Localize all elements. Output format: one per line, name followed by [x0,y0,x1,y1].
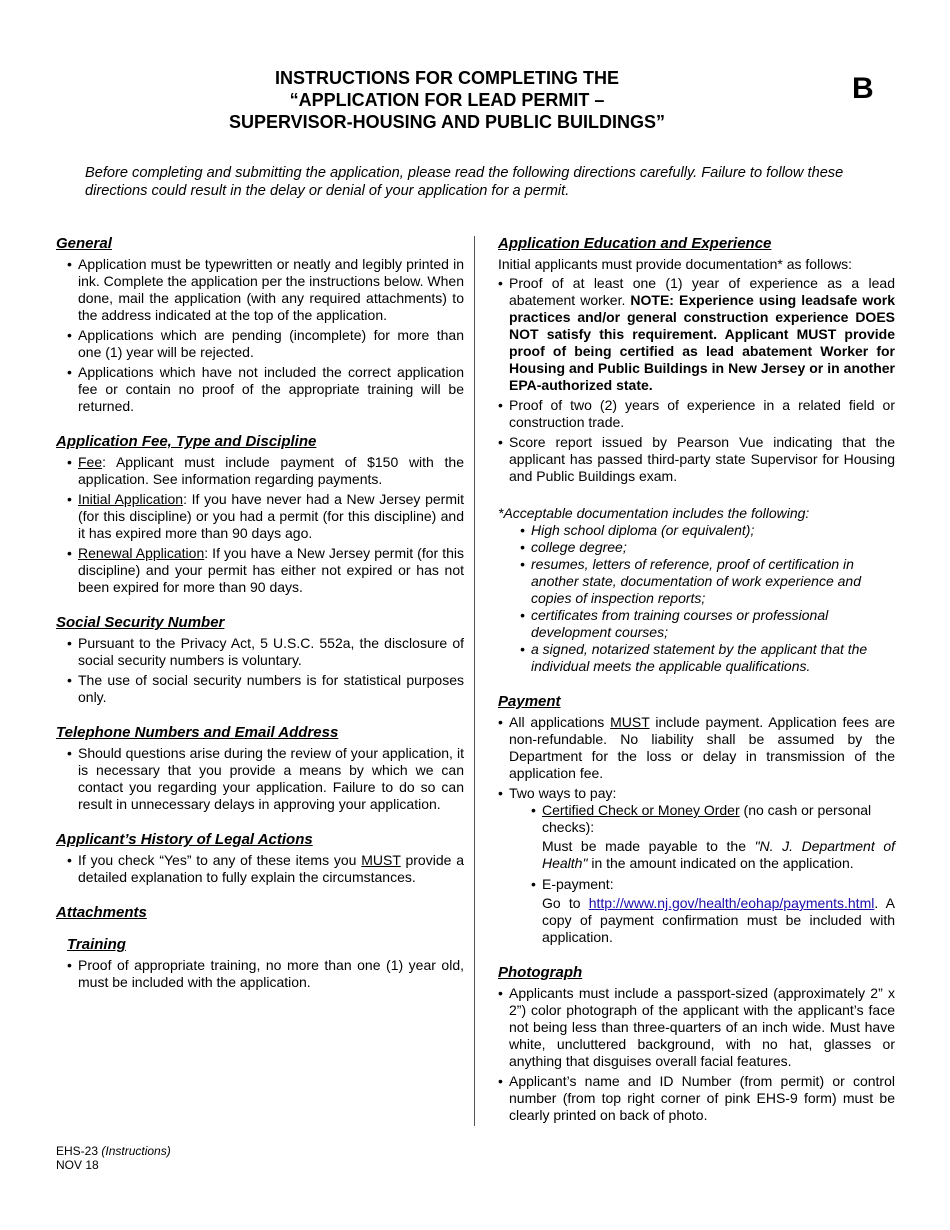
payments-link[interactable]: http://www.nj.gov/health/eohap/payments.html [588,895,875,911]
section-heading: Photograph [498,964,583,981]
term-text: : If you have a New Jersey permit (for this discipline) and your permit has either not expired or has not been expired for more than 90 days. [78,545,464,595]
emphasis: MUST [361,852,401,868]
right-column [498,235,895,1142]
bullet-list [56,957,464,991]
bullet-list [498,714,895,946]
note-text: . A copy of payment confirmation must be included with application. [542,895,895,945]
section-heading: General [56,235,112,252]
payee-name: "N. J. Department of Health" [542,838,895,871]
intro-text: Before completing and submitting the application, please read the following directions carefully. Failure to follow these directions could result in the delay or denial of your application for a permit. [85,165,844,199]
list-item: • college degree; [520,539,895,556]
note-text: Go to [542,895,589,911]
section-photograph [498,964,895,1124]
title-line: INSTRUCTIONS FOR COMPLETING THE [275,68,619,88]
docs-heading: *Acceptable documentation includes the following: [498,505,810,521]
payment-methods [531,802,895,946]
term-text: : Applicant must include payment of $150 with the application. See information regarding payments. [78,454,464,487]
list-item: • resumes, letters of reference, proof of certification in another state, documentation of work experience and copies of inspection reports; [520,556,895,607]
bullet-list [498,275,895,485]
item-text: include payment. Application fees are non-refundable. No liability shall be assumed by the Department for the loss or delay in transmission of the application fee. [509,714,896,781]
section-fee [56,433,464,596]
check-note [542,838,895,872]
list-item: • Applicant’s name and ID Number (from permit) or control number (from top right corner of pink EHS-9 form) must be clearly printed on back of photo. [498,1073,895,1124]
section-heading: Payment [498,693,561,710]
term: Certified Check or Money Order [542,802,740,818]
section-heading: Application Fee, Type and Discipline [56,433,317,450]
list-item: • Applications which have not included the correct application fee or contain no proof of the appropriate training will be returned. [56,364,464,415]
bullet-list [56,454,464,596]
list-item [56,491,464,542]
list-item: • Application must be typewritten or neatly and legibly printed in ink. Complete the application per the instructions below. When done, mail the application (with any required attachments) to the address indicated at the top of the application. [56,256,464,324]
list-item [531,802,895,836]
list-item [498,714,895,782]
list-item: • Score report issued by Pearson Vue indicating that the applicant has passed third-party state Supervisor for Housing and Public Buildings exam. [498,434,895,485]
section-heading: Social Security Number [56,614,225,631]
lead-in-text: Initial applicants must provide documentation* as follows: [498,256,853,272]
column-divider [474,236,475,1126]
item-text: Two ways to pay: [509,785,617,801]
note-bold: NOTE: Experience using leadsafe work practices and/or general construction experience DOES NOT satisfy this requirement. Applicant MUST provide proof of being certified as lead abatement Worker for Housing and Public Buildings in New Jersey or in another EPA-authorized state. [509,292,895,393]
section-education [498,235,895,675]
docs-list [520,522,895,675]
section-payment [498,693,895,946]
note-text: Must be made payable to the [542,838,755,854]
list-item: • Pursuant to the Privacy Act, 5 U.S.C. 552a, the disclosure of social security numbers is voluntary. [56,635,464,669]
bullet-list [498,985,895,1124]
title-line: “APPLICATION FOR LEAD PERMIT – [289,90,605,110]
section-attachments [56,904,464,922]
list-item: • Applications which are pending (incomplete) for more than one (1) year will be rejected. [56,327,464,361]
item-text: provide a detailed explanation to fully explain the circumstances. [78,852,464,885]
term-text: (no cash or personal checks): [542,802,872,835]
form-id [56,1144,171,1158]
list-item: • a signed, notarized statement by the applicant that the individual meets the applicable qualifications. [520,641,895,675]
form-number: EHS-23 [56,1144,99,1158]
bullet-list [56,256,464,415]
epay-note [542,895,895,946]
list-item [498,785,895,946]
title-line: SUPERVISOR-HOUSING AND PUBLIC BUILDINGS” [228,112,666,132]
item-text: Proof of at least one (1) year of experience as a lead abatement worker. [509,275,895,308]
list-item [56,545,464,596]
list-item [498,275,895,394]
list-item: • High school diploma (or equivalent); [520,522,895,539]
term-text: : If you have never had a New Jersey permit (for this discipline) or you had a permit (for this discipline) and it has expired more than 90 days ago. [78,491,464,541]
term: Initial Application [78,491,184,507]
section-phone [56,724,464,813]
section-heading: Application Education and Experience [498,235,772,252]
list-item [56,454,464,488]
list-item: • Should questions arise during the review of your application, it is necessary that you provide a means by which we can contact you regarding your application. Failure to do so can result in unnecessary delays in approving your application. [56,745,464,813]
item-text: All applications [509,714,611,730]
document-title [150,67,744,133]
list-item: • The use of social security numbers is for statistical purposes only. [56,672,464,706]
section-heading: Applicant’s History of Legal Actions [56,831,313,848]
section-heading: Telephone Numbers and Email Address [56,724,339,741]
acceptable-docs [498,505,895,675]
bullet-list [56,745,464,813]
term: Renewal Application [78,545,205,561]
bullet-list [56,852,464,886]
section-ssn [56,614,464,706]
list-item [56,852,464,886]
section-legal [56,831,464,886]
emphasis: MUST [610,714,650,730]
item-text: If you check “Yes” to any of these items you [78,852,362,868]
list-item: • certificates from training courses or professional development courses; [520,607,895,641]
list-item: • Applicants must include a passport-sized (approximately 2” x 2”) color photograph of the applicant with the applicant’s face not being less than three-quarters of an inch wide. Must have white, uncluttered background, with no hat, glasses or anything that disguises overall facial features. [498,985,895,1070]
form-letter: B [852,72,874,105]
list-item: • Proof of appropriate training, no more than one (1) year old, must be included with the application. [56,957,464,991]
list-item: • Proof of two (2) years of experience in a related field or construction trade. [498,397,895,431]
list-item: • E-payment: [531,876,895,893]
term: Fee [78,454,103,470]
form-note: (Instructions) [101,1144,171,1158]
section-general [56,235,464,415]
footer [56,1144,171,1172]
section-training [56,936,464,991]
left-column [56,235,464,1009]
note-text: in the amount indicated on the application. [587,855,854,871]
bullet-list [56,635,464,706]
section-heading: Attachments [56,904,147,921]
subsection-heading: Training [67,936,126,953]
revision-date: NOV 18 [56,1158,99,1172]
